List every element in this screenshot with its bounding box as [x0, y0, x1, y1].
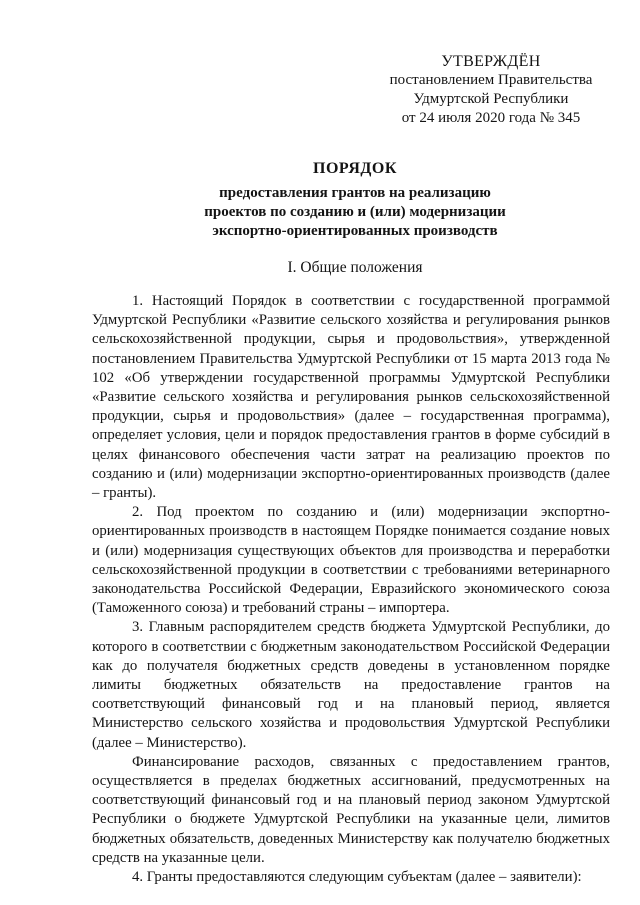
approval-line: Удмуртской Республики	[413, 91, 569, 107]
paragraph: 1. Настоящий Порядок в соответствии с государственной программой Удмуртской Республики «Развитие сельского хозяйства и регулирования рынков сельскохозяйственной продукции, сырья и продовольствия», утвержденной постановлением Правительства Удмуртской Республики от 15 марта 2013 года № 102 «Об утверждении государственной программы Удмуртской Республики «Развитие сельского хозяйства и регулирования рынков сельскохозяйственной продукции, сырья и продовольствия» (далее – государственная программа), определяет условия, цели и порядок предоставления грантов в форме субсидий в целях финансового обеспечения части затрат на реализацию проектов по созданию и (или) модернизации экспортно-ориентированных производств (далее – гранты).	[92, 293, 610, 502]
paragraph: 4. Гранты предоставляются следующим субъектам (далее – заявители):	[132, 869, 582, 886]
title-line: экспортно-ориентированных производств	[212, 223, 498, 239]
section-heading: I. Общие положения	[287, 259, 423, 276]
title-line: предоставления грантов на реализацию	[219, 185, 491, 201]
document-body	[92, 292, 610, 887]
paragraph: 3. Главным распорядителем средств бюджета Удмуртской Республики, до которого в соответствии с бюджетным законодательством Российской Федерации как до получателя бюджетных средств доведены в установленном порядке лимиты бюджетных обязательств на предоставление грантов на соответствующий финансовый год и на плановый период, является Министерство сельского хозяйства и продовольствия Удмуртской Республики (далее – Министерство).	[92, 619, 610, 751]
title-line: проектов по созданию и (или) модернизации	[204, 204, 506, 220]
paragraph: Финансирование расходов, связанных с предоставлением грантов, осуществляется в пределах бюджетных ассигнований, предусмотренных на соответствующий финансовый год и на плановый период законом Удмуртской Республики о бюджете Удмуртской Республики на указанные цели, лимитов бюджетных обязательств, доведенных Министерству как получателю бюджетных средств на указанные цели.	[92, 753, 610, 866]
paragraph: 2. Под проектом по созданию и (или) модернизации экспортно-ориентированных производств в настоящем Порядке понимается создание новых и (или) модернизация существующих объектов для производства и переработки сельскохозяйственной продукции в соответствии с требованиями ветеринарного законодательства Российской Федерации, Евразийского экономического союза (Таможенного союза) и требований страны – импортера.	[92, 504, 610, 617]
document-title	[120, 158, 590, 241]
title-main: ПОРЯДОК	[313, 160, 397, 177]
approval-stamp	[360, 52, 622, 128]
approval-date-line: от 24 июля 2020 года № 345	[401, 110, 581, 126]
approval-heading: УТВЕРЖДЁН	[441, 53, 541, 70]
approval-line: постановлением Правительства	[389, 72, 593, 88]
